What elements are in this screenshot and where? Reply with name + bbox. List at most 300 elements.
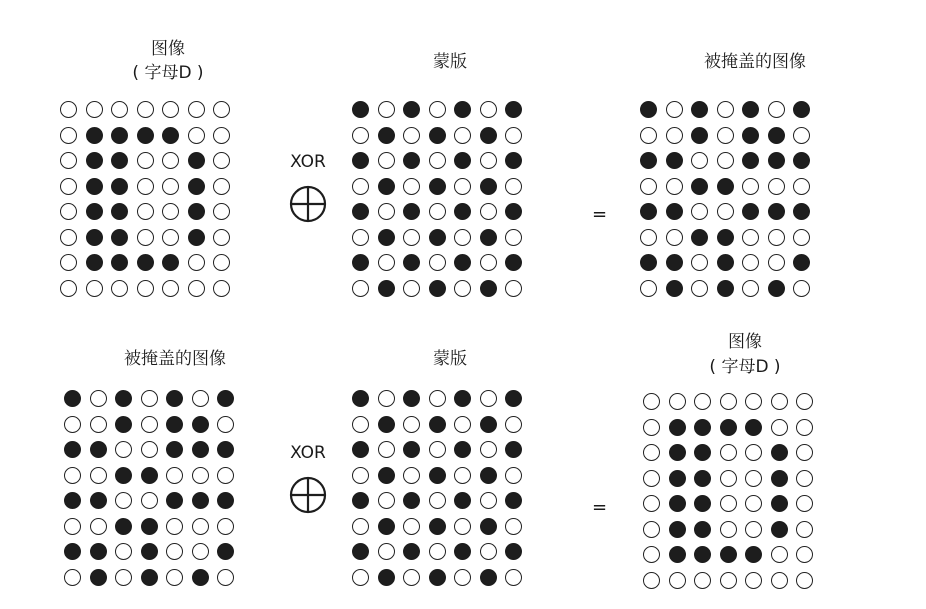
filled-dot: [111, 203, 128, 220]
empty-dot: [768, 229, 785, 246]
row1-xor-symbol-icon: [288, 184, 328, 224]
filled-dot: [86, 127, 103, 144]
filled-dot: [403, 101, 420, 118]
empty-dot: [771, 572, 788, 589]
empty-dot: [793, 127, 810, 144]
filled-dot: [505, 101, 522, 118]
filled-dot: [480, 178, 497, 195]
empty-dot: [213, 280, 230, 297]
filled-dot: [141, 543, 158, 560]
filled-dot: [378, 518, 395, 535]
filled-dot: [768, 152, 785, 169]
empty-dot: [505, 280, 522, 297]
row2-xor-label: XOR: [290, 443, 326, 463]
filled-dot: [480, 229, 497, 246]
empty-dot: [60, 127, 77, 144]
filled-dot: [666, 152, 683, 169]
empty-dot: [137, 203, 154, 220]
filled-dot: [378, 569, 395, 586]
empty-dot: [111, 280, 128, 297]
empty-dot: [162, 152, 179, 169]
filled-dot: [480, 127, 497, 144]
empty-dot: [454, 569, 471, 586]
row1-result-title: 被掩盖的图像: [704, 52, 806, 72]
empty-dot: [771, 419, 788, 436]
filled-dot: [352, 152, 369, 169]
filled-dot: [454, 254, 471, 271]
empty-dot: [429, 152, 446, 169]
filled-dot: [378, 178, 395, 195]
filled-dot: [454, 101, 471, 118]
filled-dot: [429, 280, 446, 297]
filled-dot: [90, 543, 107, 560]
filled-dot: [742, 152, 759, 169]
empty-dot: [60, 280, 77, 297]
filled-dot: [640, 152, 657, 169]
empty-dot: [643, 444, 660, 461]
filled-dot: [378, 229, 395, 246]
filled-dot: [86, 178, 103, 195]
filled-dot: [86, 152, 103, 169]
empty-dot: [115, 441, 132, 458]
filled-dot: [115, 467, 132, 484]
filled-dot: [669, 470, 686, 487]
empty-dot: [742, 178, 759, 195]
empty-dot: [188, 254, 205, 271]
empty-dot: [115, 543, 132, 560]
empty-dot: [505, 127, 522, 144]
empty-dot: [669, 572, 686, 589]
empty-dot: [742, 280, 759, 297]
filled-dot: [691, 127, 708, 144]
empty-dot: [217, 467, 234, 484]
empty-dot: [64, 467, 81, 484]
empty-dot: [505, 178, 522, 195]
filled-dot: [745, 419, 762, 436]
filled-dot: [771, 444, 788, 461]
empty-dot: [454, 467, 471, 484]
filled-dot: [717, 280, 734, 297]
empty-dot: [643, 495, 660, 512]
filled-dot: [192, 416, 209, 433]
empty-dot: [90, 416, 107, 433]
filled-dot: [217, 441, 234, 458]
empty-dot: [480, 543, 497, 560]
filled-dot: [86, 254, 103, 271]
empty-dot: [403, 127, 420, 144]
empty-dot: [352, 416, 369, 433]
empty-dot: [217, 518, 234, 535]
filled-dot: [352, 441, 369, 458]
filled-dot: [793, 203, 810, 220]
empty-dot: [115, 492, 132, 509]
empty-dot: [86, 101, 103, 118]
filled-dot: [429, 518, 446, 535]
empty-dot: [745, 572, 762, 589]
empty-dot: [429, 543, 446, 560]
filled-dot: [454, 441, 471, 458]
filled-dot: [90, 569, 107, 586]
filled-dot: [742, 127, 759, 144]
filled-dot: [505, 441, 522, 458]
filled-dot: [480, 518, 497, 535]
filled-dot: [429, 569, 446, 586]
empty-dot: [666, 101, 683, 118]
filled-dot: [141, 467, 158, 484]
empty-dot: [720, 393, 737, 410]
empty-dot: [717, 203, 734, 220]
empty-dot: [60, 254, 77, 271]
empty-dot: [378, 492, 395, 509]
empty-dot: [213, 152, 230, 169]
empty-dot: [378, 390, 395, 407]
empty-dot: [352, 178, 369, 195]
filled-dot: [640, 101, 657, 118]
empty-dot: [213, 229, 230, 246]
filled-dot: [793, 152, 810, 169]
filled-dot: [640, 254, 657, 271]
empty-dot: [352, 518, 369, 535]
filled-dot: [717, 229, 734, 246]
empty-dot: [796, 444, 813, 461]
filled-dot: [669, 419, 686, 436]
row1-xor-label: XOR: [290, 152, 326, 172]
empty-dot: [378, 441, 395, 458]
empty-dot: [454, 280, 471, 297]
empty-dot: [213, 178, 230, 195]
empty-dot: [378, 203, 395, 220]
empty-dot: [188, 127, 205, 144]
filled-dot: [505, 390, 522, 407]
empty-dot: [480, 152, 497, 169]
empty-dot: [141, 492, 158, 509]
empty-dot: [742, 229, 759, 246]
empty-dot: [213, 101, 230, 118]
empty-dot: [188, 280, 205, 297]
filled-dot: [192, 492, 209, 509]
filled-dot: [352, 390, 369, 407]
empty-dot: [796, 495, 813, 512]
empty-dot: [429, 254, 446, 271]
empty-dot: [429, 203, 446, 220]
empty-dot: [720, 572, 737, 589]
filled-dot: [666, 254, 683, 271]
empty-dot: [768, 178, 785, 195]
empty-dot: [717, 127, 734, 144]
filled-dot: [378, 416, 395, 433]
empty-dot: [378, 543, 395, 560]
empty-dot: [429, 101, 446, 118]
filled-dot: [111, 229, 128, 246]
empty-dot: [640, 178, 657, 195]
empty-dot: [217, 569, 234, 586]
empty-dot: [378, 152, 395, 169]
empty-dot: [454, 178, 471, 195]
empty-dot: [691, 254, 708, 271]
empty-dot: [793, 280, 810, 297]
filled-dot: [720, 419, 737, 436]
empty-dot: [352, 467, 369, 484]
empty-dot: [166, 543, 183, 560]
empty-dot: [352, 280, 369, 297]
filled-dot: [505, 203, 522, 220]
filled-dot: [454, 390, 471, 407]
filled-dot: [188, 178, 205, 195]
filled-dot: [666, 203, 683, 220]
filled-dot: [166, 390, 183, 407]
empty-dot: [60, 203, 77, 220]
filled-dot: [192, 441, 209, 458]
empty-dot: [793, 229, 810, 246]
row2-mask-title: 蒙版: [433, 349, 467, 369]
empty-dot: [403, 569, 420, 586]
filled-dot: [64, 390, 81, 407]
empty-dot: [796, 419, 813, 436]
filled-dot: [137, 254, 154, 271]
empty-dot: [643, 393, 660, 410]
empty-dot: [86, 280, 103, 297]
filled-dot: [429, 416, 446, 433]
empty-dot: [480, 390, 497, 407]
filled-dot: [691, 178, 708, 195]
filled-dot: [454, 203, 471, 220]
filled-dot: [742, 101, 759, 118]
empty-dot: [793, 178, 810, 195]
empty-dot: [745, 393, 762, 410]
filled-dot: [691, 229, 708, 246]
empty-dot: [141, 441, 158, 458]
row2-xor-symbol-icon: [288, 475, 328, 515]
filled-dot: [352, 543, 369, 560]
filled-dot: [403, 390, 420, 407]
filled-dot: [745, 546, 762, 563]
empty-dot: [742, 254, 759, 271]
empty-dot: [64, 518, 81, 535]
empty-dot: [162, 178, 179, 195]
empty-dot: [480, 203, 497, 220]
empty-dot: [137, 178, 154, 195]
filled-dot: [768, 203, 785, 220]
filled-dot: [480, 569, 497, 586]
filled-dot: [694, 495, 711, 512]
empty-dot: [640, 229, 657, 246]
empty-dot: [717, 101, 734, 118]
empty-dot: [90, 467, 107, 484]
empty-dot: [454, 518, 471, 535]
filled-dot: [694, 444, 711, 461]
filled-dot: [480, 416, 497, 433]
filled-dot: [111, 178, 128, 195]
empty-dot: [480, 254, 497, 271]
filled-dot: [217, 492, 234, 509]
filled-dot: [669, 444, 686, 461]
empty-dot: [352, 569, 369, 586]
empty-dot: [480, 492, 497, 509]
empty-dot: [64, 416, 81, 433]
filled-dot: [454, 492, 471, 509]
empty-dot: [115, 569, 132, 586]
empty-dot: [745, 470, 762, 487]
filled-dot: [429, 127, 446, 144]
filled-dot: [742, 203, 759, 220]
empty-dot: [643, 470, 660, 487]
row2-equals-sign: =: [592, 497, 608, 518]
empty-dot: [480, 441, 497, 458]
empty-dot: [669, 393, 686, 410]
filled-dot: [64, 441, 81, 458]
empty-dot: [666, 127, 683, 144]
empty-dot: [505, 518, 522, 535]
filled-dot: [115, 518, 132, 535]
empty-dot: [771, 546, 788, 563]
empty-dot: [505, 467, 522, 484]
empty-dot: [796, 521, 813, 538]
empty-dot: [352, 229, 369, 246]
filled-dot: [454, 543, 471, 560]
empty-dot: [720, 521, 737, 538]
filled-dot: [403, 152, 420, 169]
filled-dot: [64, 543, 81, 560]
empty-dot: [90, 518, 107, 535]
filled-dot: [352, 203, 369, 220]
empty-dot: [137, 229, 154, 246]
filled-dot: [771, 495, 788, 512]
empty-dot: [643, 521, 660, 538]
empty-dot: [745, 495, 762, 512]
filled-dot: [111, 254, 128, 271]
empty-dot: [505, 416, 522, 433]
empty-dot: [403, 280, 420, 297]
filled-dot: [771, 470, 788, 487]
empty-dot: [111, 101, 128, 118]
filled-dot: [505, 152, 522, 169]
filled-dot: [90, 492, 107, 509]
empty-dot: [640, 127, 657, 144]
empty-dot: [403, 416, 420, 433]
filled-dot: [166, 441, 183, 458]
empty-dot: [141, 390, 158, 407]
empty-dot: [188, 101, 205, 118]
empty-dot: [162, 229, 179, 246]
empty-dot: [640, 280, 657, 297]
empty-dot: [771, 393, 788, 410]
filled-dot: [429, 467, 446, 484]
empty-dot: [403, 467, 420, 484]
filled-dot: [141, 518, 158, 535]
empty-dot: [429, 492, 446, 509]
empty-dot: [768, 254, 785, 271]
empty-dot: [666, 178, 683, 195]
filled-dot: [505, 543, 522, 560]
filled-dot: [64, 492, 81, 509]
empty-dot: [796, 470, 813, 487]
empty-dot: [352, 127, 369, 144]
empty-dot: [64, 569, 81, 586]
empty-dot: [166, 467, 183, 484]
filled-dot: [403, 254, 420, 271]
filled-dot: [505, 254, 522, 271]
empty-dot: [378, 254, 395, 271]
empty-dot: [454, 229, 471, 246]
row1-source-subtitle: ( 字母D ): [132, 63, 204, 83]
row1-source-title: 图像: [151, 39, 185, 59]
filled-dot: [720, 546, 737, 563]
empty-dot: [90, 390, 107, 407]
empty-dot: [691, 280, 708, 297]
filled-dot: [162, 254, 179, 271]
empty-dot: [643, 572, 660, 589]
empty-dot: [694, 393, 711, 410]
filled-dot: [115, 390, 132, 407]
empty-dot: [137, 101, 154, 118]
empty-dot: [60, 152, 77, 169]
filled-dot: [454, 152, 471, 169]
filled-dot: [768, 127, 785, 144]
filled-dot: [188, 152, 205, 169]
filled-dot: [768, 280, 785, 297]
row2-result-subtitle: ( 字母D ): [709, 357, 781, 377]
empty-dot: [60, 229, 77, 246]
empty-dot: [745, 521, 762, 538]
filled-dot: [669, 546, 686, 563]
filled-dot: [403, 441, 420, 458]
filled-dot: [505, 492, 522, 509]
empty-dot: [717, 152, 734, 169]
empty-dot: [162, 203, 179, 220]
empty-dot: [505, 569, 522, 586]
empty-dot: [691, 203, 708, 220]
empty-dot: [643, 546, 660, 563]
empty-dot: [720, 470, 737, 487]
filled-dot: [141, 569, 158, 586]
filled-dot: [188, 203, 205, 220]
empty-dot: [796, 572, 813, 589]
empty-dot: [137, 152, 154, 169]
empty-dot: [217, 416, 234, 433]
filled-dot: [352, 101, 369, 118]
filled-dot: [666, 280, 683, 297]
empty-dot: [137, 280, 154, 297]
empty-dot: [429, 441, 446, 458]
empty-dot: [429, 390, 446, 407]
filled-dot: [378, 467, 395, 484]
filled-dot: [192, 569, 209, 586]
filled-dot: [793, 101, 810, 118]
empty-dot: [192, 467, 209, 484]
filled-dot: [86, 229, 103, 246]
empty-dot: [720, 495, 737, 512]
filled-dot: [717, 178, 734, 195]
empty-dot: [213, 254, 230, 271]
filled-dot: [694, 546, 711, 563]
filled-dot: [694, 521, 711, 538]
row2-result-title: 图像: [728, 332, 762, 352]
filled-dot: [111, 127, 128, 144]
empty-dot: [141, 416, 158, 433]
filled-dot: [429, 229, 446, 246]
empty-dot: [162, 101, 179, 118]
empty-dot: [454, 127, 471, 144]
empty-dot: [403, 178, 420, 195]
row2-source-title: 被掩盖的图像: [124, 349, 226, 369]
filled-dot: [378, 280, 395, 297]
filled-dot: [166, 492, 183, 509]
empty-dot: [454, 416, 471, 433]
filled-dot: [694, 470, 711, 487]
filled-dot: [378, 127, 395, 144]
empty-dot: [192, 518, 209, 535]
empty-dot: [480, 101, 497, 118]
